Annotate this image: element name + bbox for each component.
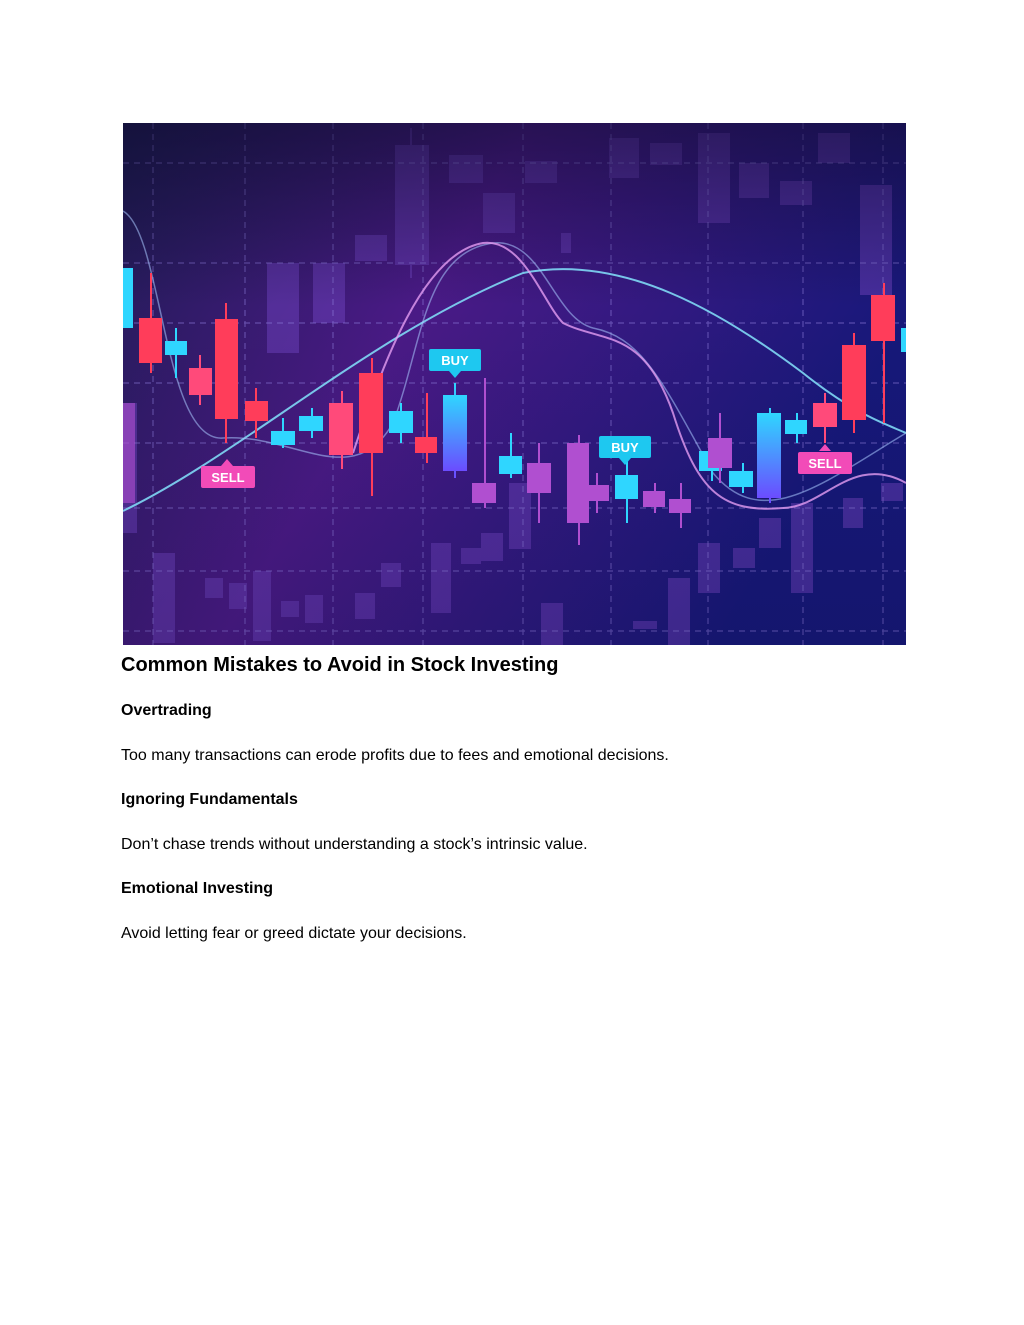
candle — [123, 403, 135, 503]
section-heading-emotional-investing: Emotional Investing — [121, 880, 274, 897]
candle — [123, 268, 133, 328]
hero-image — [123, 123, 906, 645]
sell-tag-label: SELL — [211, 470, 245, 485]
section-heading-ignoring-fundamentals: Ignoring Fundamentals — [121, 791, 298, 808]
buy-tag-label: BUY — [441, 353, 469, 368]
candle — [901, 328, 906, 352]
section-body-overtrading: Too many transactions can erode profits due to fees and emotional decisions. — [121, 747, 669, 764]
candle — [443, 383, 467, 478]
sell-tag-label: SELL — [808, 456, 842, 471]
buy-tag-label: BUY — [611, 440, 639, 455]
candle — [757, 408, 781, 503]
candle — [842, 333, 866, 433]
page-title: Common Mistakes to Avoid in Stock Investing — [121, 654, 559, 676]
section-body-emotional-investing: Avoid letting fear or greed dictate your decisions. — [121, 925, 467, 942]
section-heading-overtrading: Overtrading — [121, 702, 212, 719]
section-body-ignoring-fundamentals: Don’t chase trends without understanding a stock’s intrinsic value. — [121, 836, 588, 853]
candlestick-illustration — [123, 123, 906, 645]
